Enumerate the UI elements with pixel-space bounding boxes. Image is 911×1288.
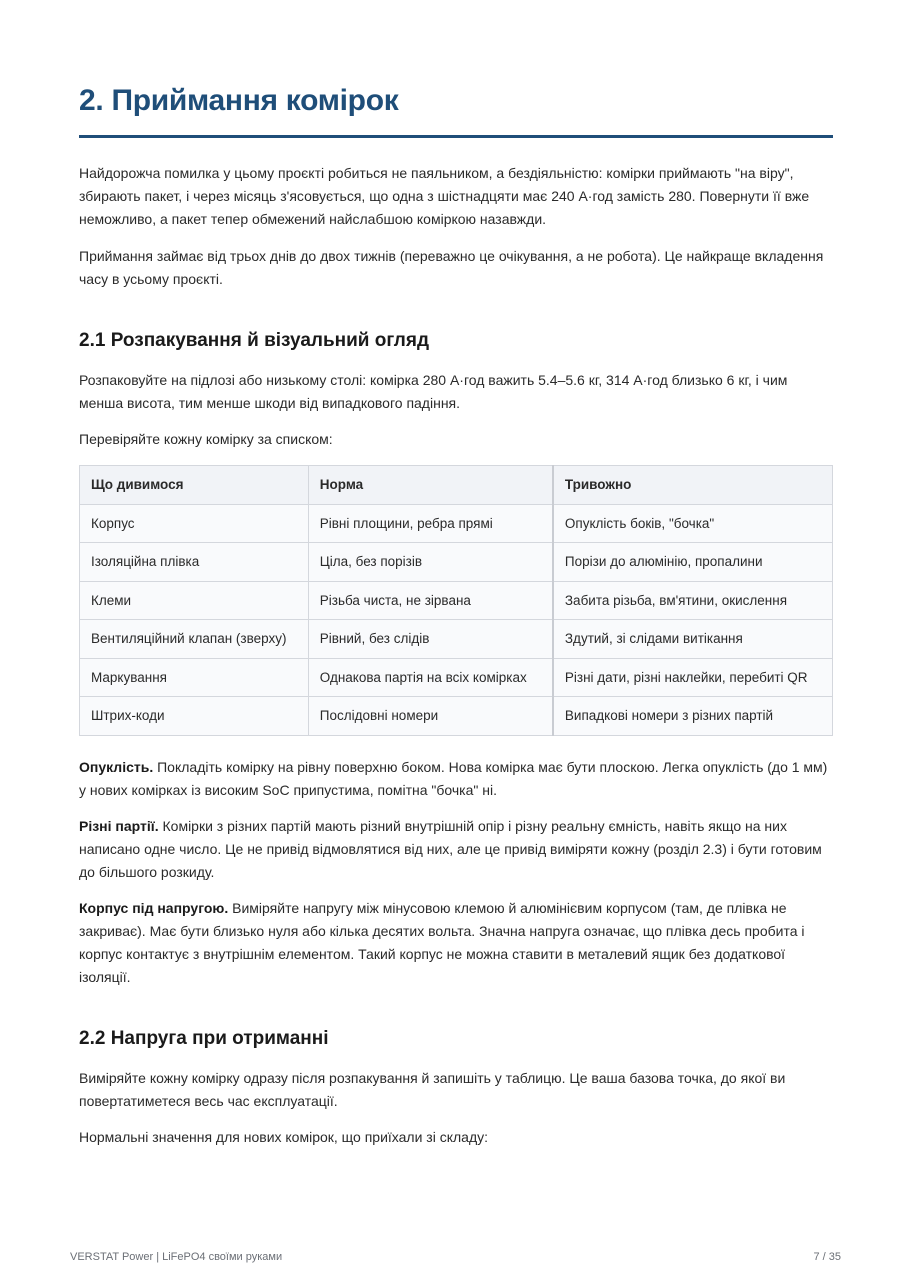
table-cell: Рівні площини, ребра прямі <box>308 504 553 543</box>
table-cell: Вентиляційний клапан (зверху) <box>80 620 309 659</box>
section-2-1-paragraph-2: Перевіряйте кожну комірку за списком: <box>79 431 333 447</box>
table-cell: Здутий, зі слідами витікання <box>553 620 833 659</box>
section-2-2-heading: 2.2 Напруга при отриманні <box>79 1028 329 1049</box>
table-cell: Рівний, без слідів <box>308 620 553 659</box>
inspection-table <box>79 465 833 736</box>
table-header-cell: Що дивимося <box>80 466 309 505</box>
footer-title: VERSTAT Power | LiFePO4 своїми руками <box>70 1251 283 1263</box>
table-cell: Порізи до алюмінію, пропалини <box>553 543 833 582</box>
note-case-voltage <box>79 897 833 989</box>
table-row <box>80 620 833 659</box>
table-cell: Ціла, без порізів <box>308 543 553 582</box>
note-batches <box>79 815 833 884</box>
table-cell: Випадкові номери з різних партій <box>553 697 833 736</box>
note-text: Покладіть комірку на рівну поверхню боком. Нова комірка має бути плоскою. Легка опуклість (до 1 мм) у нових комірках із високим SoC припустима, помітна "бочка" ні. <box>79 759 828 798</box>
table-cell: Маркування <box>80 658 309 697</box>
page-number: 7 / 35 <box>813 1251 841 1263</box>
note-label: Корпус під напругою. <box>79 900 229 916</box>
note-label: Опуклість. <box>79 759 154 775</box>
table-cell: Ізоляційна плівка <box>80 543 309 582</box>
table-header-cell: Тривожно <box>553 466 833 505</box>
table-cell: Опуклість боків, "бочка" <box>553 504 833 543</box>
table-row <box>80 697 833 736</box>
note-text: Комірки з різних партій мають різний внутрішній опір і різну реальну ємність, навіть якщо на них написано одне число. Це не привід відмовлятися від них, але це привід виміряти кожну (розділ 2.3) і бути готовим до більшого розкиду. <box>79 818 822 880</box>
page-title: 2. Приймання комірок <box>79 84 399 117</box>
note-bulging <box>79 756 833 802</box>
note-text: Виміряйте напругу між мінусовою клемою й алюмінієвим корпусом (там, де плівка не закриває). Має бути близько нуля або кілька десятих вольта. Значна напруга означає, що плівка десь пробита і корпус контактує з внутрішнім елементом. Такий корпус не можна ставити в металевий ящик без додаткової ізоляції. <box>79 900 805 985</box>
section-2-1-paragraph-1: Розпаковуйте на підлозі або низькому столі: комірка 280 А·год важить 5.4–5.6 кг, 314 А·год близько 6 кг, і чим менша висота, тим менше шкоди від випадкового падіння. <box>79 372 788 411</box>
section-2-1-heading: 2.1 Розпакування й візуальний огляд <box>79 330 430 351</box>
note-label: Різні партії. <box>79 818 159 834</box>
table-row <box>80 658 833 697</box>
table-cell: Штрих-коди <box>80 697 309 736</box>
table-row <box>80 581 833 620</box>
table-row <box>80 543 833 582</box>
table-cell: Послідовні номери <box>308 697 553 736</box>
title-rule <box>79 135 833 138</box>
intro-paragraph-2: Приймання займає від трьох днів до двох тижнів (переважно це очікування, а не робота). Це найкраще вкладення часу в усьому проєкті. <box>79 248 824 287</box>
table-cell: Різьба чиста, не зірвана <box>308 581 553 620</box>
section-2-2-paragraph-2: Нормальні значення для нових комірок, що приїхали зі складу: <box>79 1129 489 1145</box>
table-cell: Однакова партія на всіх комірках <box>308 658 553 697</box>
table-cell: Різні дати, різні наклейки, перебиті QR <box>553 658 833 697</box>
table-cell: Клеми <box>80 581 309 620</box>
table-cell: Забита різьба, вм'ятини, окислення <box>553 581 833 620</box>
table-cell: Корпус <box>80 504 309 543</box>
section-2-2-paragraph-1: Виміряйте кожну комірку одразу після розпакування й запишіть у таблицю. Це ваша базова точка, до якої ви повертатиметеся весь час експлуатації. <box>79 1070 786 1109</box>
page-footer <box>70 1251 841 1263</box>
table-header-cell: Норма <box>308 466 553 505</box>
table-row <box>80 504 833 543</box>
intro-paragraph-1: Найдорожча помилка у цьому проєкті робиться не паяльником, а бездіяльністю: комірки приймають "на віру", збирають пакет, і через місяць з'ясовується, що одна з шістнадцяти має 240 А·год замість 280. Повернути її вже неможливо, а пакет тепер обмежений найслабшою коміркою назавжди. <box>79 165 810 227</box>
table-header-row <box>80 466 833 505</box>
inspection-table-wrapper <box>79 465 833 736</box>
